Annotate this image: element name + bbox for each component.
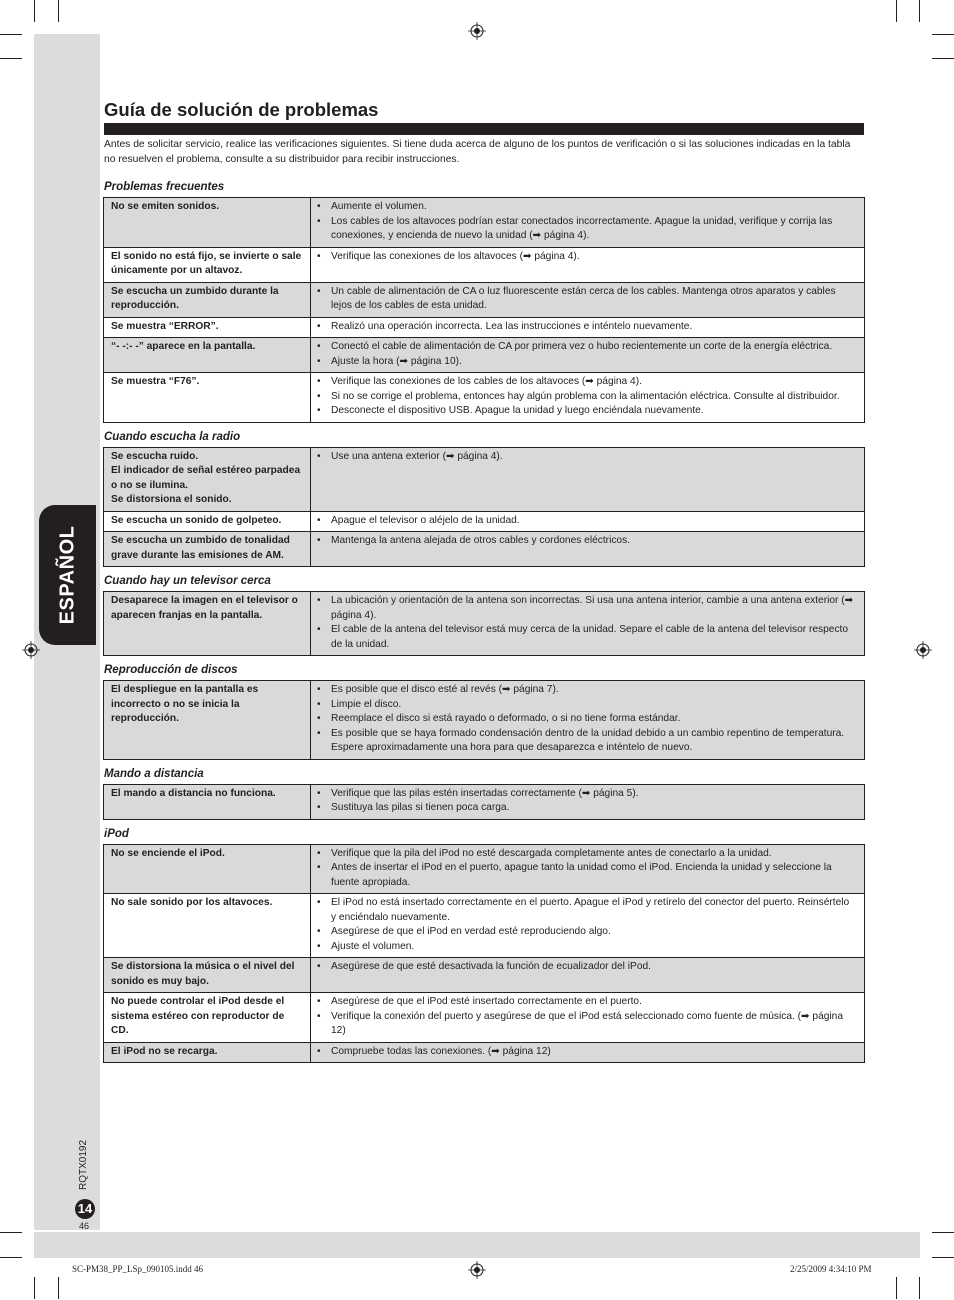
solution-item: • Use una antena exterior (➡ página 4). bbox=[317, 450, 856, 465]
trim-mark bbox=[932, 58, 954, 59]
solution-item: • Verifique las conexiones de los cables de los altavoces (➡ página 4). bbox=[317, 375, 856, 390]
table-row bbox=[104, 993, 865, 1043]
table-row bbox=[104, 317, 865, 338]
solution-item: • Mantenga la antena alejada de otros cables y cordones eléctricos. bbox=[317, 534, 856, 549]
problem-cell: El despliegue en la pantalla es incorrecto o no se inicia la reproducción. bbox=[104, 681, 311, 760]
solution-list bbox=[317, 683, 856, 756]
section bbox=[103, 664, 865, 768]
section-title: Problemas frecuentes bbox=[104, 181, 225, 193]
problem-cell: Se escucha un sonido de golpeteo. bbox=[104, 511, 311, 532]
solution-item: • Verifique la conexión del puerto y asegúrese de que el iPod está seleccionado como fuente de música. (➡ página 12) bbox=[317, 1010, 856, 1039]
trim-mark bbox=[896, 0, 897, 22]
footer-file-info: SC-PM38_PP_LSp_090105.indd 46 bbox=[72, 1264, 204, 1274]
problem-cell: El sonido no está fijo, se invierte o sale únicamente por un altavoz. bbox=[104, 247, 311, 282]
section-title: Cuando escucha la radio bbox=[104, 430, 241, 443]
footer-timestamp: 2/25/2009 4:34:10 PM bbox=[790, 1264, 872, 1274]
problem-cell: No se emiten sonidos. bbox=[104, 198, 311, 248]
section-title: Reproducción de discos bbox=[104, 664, 238, 676]
trim-mark bbox=[34, 1277, 35, 1299]
section bbox=[103, 828, 865, 1064]
problem-cell: No sale sonido por los altavoces. bbox=[104, 894, 311, 958]
solution-cell bbox=[311, 592, 865, 656]
table-row bbox=[104, 958, 865, 993]
solution-cell bbox=[311, 958, 865, 993]
solution-cell bbox=[311, 247, 865, 282]
problem-cell: No puede controlar el iPod desde el sistema estéreo con reproductor de CD. bbox=[104, 993, 311, 1043]
problem-cell: “- -:- -” aparece en la pantalla. bbox=[104, 338, 311, 373]
solution-list bbox=[317, 960, 856, 975]
solution-item: • Es posible que se haya formado condensación dentro de la unidad debido a un cambio repentino de temperatura. Espere aproximadamente una hora para que desaparezca e inténtelo de nuevo. bbox=[317, 727, 856, 756]
title-rule bbox=[104, 123, 864, 135]
table-row bbox=[104, 1042, 865, 1063]
trim-mark bbox=[932, 1232, 954, 1233]
solution-item: • Compruebe todas las conexiones. (➡ página 12) bbox=[317, 1045, 856, 1060]
trim-mark bbox=[0, 34, 22, 35]
trim-mark bbox=[0, 58, 22, 59]
solution-list bbox=[317, 340, 856, 369]
trim-mark bbox=[896, 1277, 897, 1299]
registration-mark-icon bbox=[914, 641, 932, 659]
problem-cell: Se muestra “ERROR”. bbox=[104, 317, 311, 338]
trim-mark bbox=[919, 0, 920, 22]
solution-cell bbox=[311, 1042, 865, 1063]
solution-cell bbox=[311, 993, 865, 1043]
solution-item: • Realizó una operación incorrecta. Lea las instrucciones e inténtelo nuevamente. bbox=[317, 320, 856, 335]
trim-mark bbox=[919, 1277, 920, 1299]
solution-item: • Si no se corrige el problema, entonces hay algún problema con la alimentación eléctrica. Consulte al distribuidor. bbox=[317, 390, 856, 405]
problem-cell: Se escucha un zumbido de tonalidad grave durante las emisiones de AM. bbox=[104, 532, 311, 567]
section bbox=[103, 575, 865, 664]
table-row bbox=[104, 784, 865, 819]
solution-item: • Verifique que las pilas estén insertadas correctamente (➡ página 5). bbox=[317, 787, 856, 802]
problem-cell: Se escucha un zumbido durante la reproducción. bbox=[104, 282, 311, 317]
table-row bbox=[104, 247, 865, 282]
registration-mark-icon bbox=[22, 641, 40, 659]
solution-list bbox=[317, 534, 856, 549]
page-number-badge: 14 bbox=[75, 1199, 95, 1219]
trim-mark bbox=[0, 1257, 22, 1258]
problem-cell: Se muestra “F76”. bbox=[104, 373, 311, 423]
solution-item: • Verifique las conexiones de los altavoces (➡ página 4). bbox=[317, 250, 856, 265]
trim-mark bbox=[932, 1257, 954, 1258]
solution-item: • Verifique que la pila del iPod no esté descargada completamente antes de conectarlo a la unidad. bbox=[317, 847, 856, 862]
solution-item: • Sustituya las pilas si tienen poca carga. bbox=[317, 801, 856, 816]
solution-item: • Es posible que el disco esté al revés (➡ página 7). bbox=[317, 683, 856, 698]
table-row bbox=[104, 844, 865, 894]
problem-cell: El iPod no se recarga. bbox=[104, 1042, 311, 1063]
solution-list bbox=[317, 1045, 856, 1060]
section bbox=[103, 768, 865, 828]
solution-cell bbox=[311, 894, 865, 958]
troubleshooting-table bbox=[103, 680, 865, 760]
trim-mark bbox=[0, 1232, 22, 1233]
solution-item: • Ajuste la hora (➡ página 10). bbox=[317, 355, 856, 370]
solution-item: • Aumente el volumen. bbox=[317, 200, 856, 215]
solution-cell bbox=[311, 844, 865, 894]
solution-cell bbox=[311, 317, 865, 338]
page-title: Guía de solución de problemas bbox=[104, 99, 379, 120]
table-row bbox=[104, 592, 865, 656]
solution-list bbox=[317, 896, 856, 954]
section-title: iPod bbox=[104, 827, 129, 840]
section-spacer bbox=[103, 656, 865, 664]
solution-list bbox=[317, 320, 856, 335]
troubleshooting-table bbox=[103, 197, 865, 423]
solution-item: • Asegúrese de que el iPod en verdad esté reproduciendo algo. bbox=[317, 925, 856, 940]
language-tab bbox=[39, 505, 96, 645]
solution-cell bbox=[311, 198, 865, 248]
section bbox=[103, 181, 865, 431]
table-row bbox=[104, 282, 865, 317]
troubleshooting-table bbox=[103, 447, 865, 568]
problem-cell: No se enciende el iPod. bbox=[104, 844, 311, 894]
document-code: RQTX0192 bbox=[78, 1139, 89, 1190]
solution-item: • Antes de insertar el iPod en el puerto, apague tanto la unidad como el iPod. Encienda la unidad y seleccione la fuente apropiada. bbox=[317, 861, 856, 890]
solution-item: • Un cable de alimentación de CA o luz fluorescente están cerca de los cables. Mantenga otros aparatos y cables lejos de los cables de esta unidad. bbox=[317, 285, 856, 314]
section-spacer bbox=[103, 567, 865, 575]
troubleshooting-table bbox=[103, 844, 865, 1064]
solution-item: • El iPod no está insertado correctamente en el puerto. Apague el iPod y retírelo del conector del puerto. Reinsértelo y enciéndalo nuevamente. bbox=[317, 896, 856, 925]
page-sub-number: 46 bbox=[79, 1221, 90, 1231]
solution-cell bbox=[311, 373, 865, 423]
trim-mark bbox=[58, 1277, 59, 1299]
problem-cell: Desaparece la imagen en el televisor o aparecen franjas en la pantalla. bbox=[104, 592, 311, 656]
table-row bbox=[104, 532, 865, 567]
registration-mark-icon bbox=[468, 1261, 486, 1279]
solution-list bbox=[317, 847, 856, 891]
section bbox=[103, 431, 865, 576]
section-spacer bbox=[103, 423, 865, 431]
trim-mark bbox=[34, 0, 35, 22]
section-spacer bbox=[103, 820, 865, 828]
intro-paragraph: Antes de solicitar servicio, realice las verificaciones siguientes. Si tiene duda acerca de alguno de los puntos de verificación o si las soluciones indicadas en la tabla no resuelven el problema, consulte a su distribuidor para recibir instrucciones. bbox=[104, 139, 851, 165]
troubleshooting-table bbox=[103, 591, 865, 656]
language-tab-label: ESPAÑOL bbox=[56, 525, 78, 625]
solution-item: • Limpie el disco. bbox=[317, 698, 856, 713]
bottom-margin-band bbox=[34, 1232, 920, 1258]
table-row bbox=[104, 894, 865, 958]
registration-mark-icon bbox=[468, 22, 486, 40]
problem-cell: El mando a distancia no funciona. bbox=[104, 784, 311, 819]
solution-item: • El cable de la antena del televisor está muy cerca de la unidad. Separe el cable de la antena del televisor respecto de la unidad. bbox=[317, 623, 856, 652]
solution-item: • Ajuste el volumen. bbox=[317, 940, 856, 955]
troubleshooting-content bbox=[103, 181, 865, 1063]
solution-cell bbox=[311, 447, 865, 511]
solution-item: • Desconecte el dispositivo USB. Apague la unidad y luego enciéndala nuevamente. bbox=[317, 404, 856, 419]
solution-item: • Los cables de los altavoces podrían estar conectados incorrectamente. Apague la unidad, verifique y corrija las conexiones, y encienda de nuevo la unidad (➡ página 4). bbox=[317, 215, 856, 244]
solution-cell bbox=[311, 511, 865, 532]
solution-cell bbox=[311, 338, 865, 373]
solution-cell bbox=[311, 681, 865, 760]
solution-item: • Apague el televisor o aléjelo de la unidad. bbox=[317, 514, 856, 529]
solution-item: • Asegúrese de que esté desactivada la función de ecualizador del iPod. bbox=[317, 960, 856, 975]
table-row bbox=[104, 198, 865, 248]
section-title: Cuando hay un televisor cerca bbox=[104, 575, 271, 587]
solution-list bbox=[317, 250, 856, 265]
solution-list bbox=[317, 995, 856, 1039]
solution-item: • Reemplace el disco si está rayado o deformado, o si no tiene forma estándar. bbox=[317, 712, 856, 727]
solution-list bbox=[317, 200, 856, 244]
solution-list bbox=[317, 450, 856, 465]
solution-list bbox=[317, 285, 856, 314]
solution-cell bbox=[311, 532, 865, 567]
trim-mark bbox=[58, 0, 59, 22]
table-row bbox=[104, 447, 865, 511]
solution-list bbox=[317, 787, 856, 816]
trim-mark bbox=[932, 34, 954, 35]
section-title: Mando a distancia bbox=[104, 767, 204, 780]
table-row bbox=[104, 681, 865, 760]
troubleshooting-table bbox=[103, 784, 865, 820]
solution-cell bbox=[311, 784, 865, 819]
solution-item: • Conectó el cable de alimentación de CA por primera vez o hubo recientemente un corte de la energía eléctrica. bbox=[317, 340, 856, 355]
table-row bbox=[104, 373, 865, 423]
solution-item: • Asegúrese de que el iPod esté insertado correctamente en el puerto. bbox=[317, 995, 856, 1010]
solution-list bbox=[317, 514, 856, 529]
table-row bbox=[104, 511, 865, 532]
section-spacer bbox=[103, 760, 865, 768]
table-row bbox=[104, 338, 865, 373]
solution-list bbox=[317, 594, 856, 652]
problem-cell: Se distorsiona la música o el nivel del sonido es muy bajo. bbox=[104, 958, 311, 993]
solution-cell bbox=[311, 282, 865, 317]
solution-list bbox=[317, 375, 856, 419]
problem-cell: Se escucha ruido. El indicador de señal estéreo parpadea o no se ilumina. Se distorsiona el sonido. bbox=[104, 447, 311, 511]
solution-item: • La ubicación y orientación de la antena son incorrectas. Si usa una antena interior, cambie a una antena exterior (➡ página 4). bbox=[317, 594, 856, 623]
